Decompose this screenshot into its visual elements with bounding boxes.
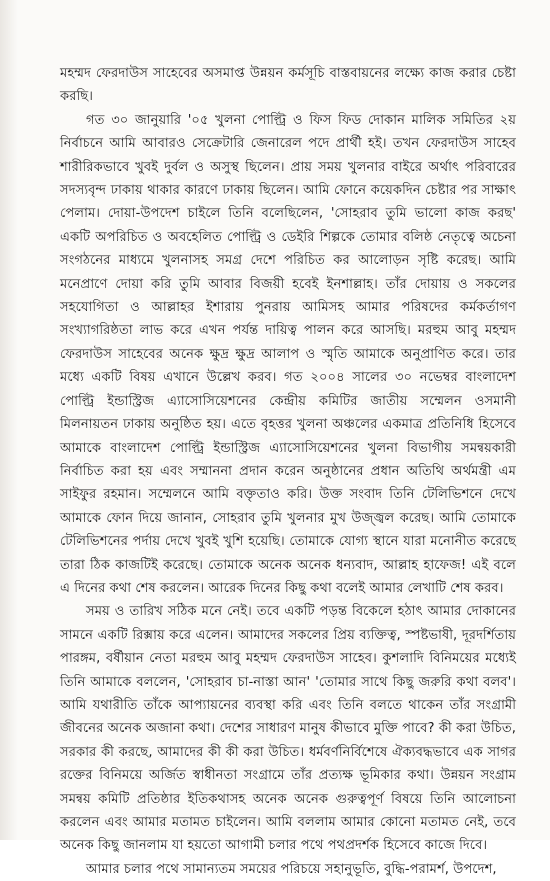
page-binding-shadow — [0, 0, 18, 840]
body-text — [60, 62, 516, 881]
paragraph-election-memory: গত ৩০ জানুয়ারি '০৫ খুলনা পোল্ট্রি ও ফিস ফিড দোকান মালিক সমিতির ২য় নির্বাচনে আমি আবারও সেক্রেটারি জেনারেল পদে প্রার্থী হই। তখন ফেরদাউস সাহেব শারীরিকভাবে খুবই দুর্বল ও অসুস্থ ছিলেন। প্রায় সময় খুলনার বাইরে অর্থাৎ পরিবারের সদস্যবৃন্দ ঢাকায় থাকার কারণে ঢাকায় ছিলেন। আমি ফোনে কয়েকদিন চেষ্টার পর সাক্ষাৎ পেলাম। দোয়া-উপদেশ চাইলে তিনি বলেছিলেন, 'সোহরাব তুমি ভালো কাজ করছ' একটি অপরিচিত ও অবহেলিত পোল্ট্রি ও ডেইরি শিল্পকে তোমার বলিষ্ঠ নেতৃত্বে অচেনা সংগঠনের মাধ্যমে খুলনাসহ সমগ্র দেশে পরিচিত কর আলোড়ন সৃষ্টি করেছ। আমি মনেপ্রাণে দোয়া করি তুমি আবার বিজয়ী হবেই ইনশাল্লাহ। তাঁর দোয়ায় ও সকলের সহযোগিতা ও আল্লাহর ইশারায় পুনরায় আমিসহ আমার পরিষদের কর্মকর্তাগণ সংখ্যাগরিষ্ঠতা লাভ করে এখন পর্যন্ত দায়িত্ব পালন করে আসছি। মরহুম আবু মহম্মদ ফেরদাউস সাহেবের অনেক ক্ষুদ্র ক্ষুদ্র আলাপ ও স্মৃতি আমাকে অনুপ্রাণিত করে। তার মধ্যে একটি বিষয় এখানে উল্লেখ করব। গত ২০০৪ সালের ৩০ নভেম্বর বাংলাদেশ পোল্ট্রি ইন্ডাস্ট্রিজ এ্যাসোসিয়েশনের কেন্দ্রীয় কমিটির জাতীয় সম্মেলন ওসমানী মিলনায়তন ঢাকায় অনুষ্ঠিত হয়। এতে বৃহত্তর খুলনা অঞ্চলের একমাত্র প্রতিনিধি হিসেবে আমাকে বাংলাদেশ পোল্ট্রি ইন্ডাস্ট্রিজ এ্যাসোসিয়েশনের খুলনা বিভাগীয় সমন্বয়কারী নির্বাচিত করা হয় এবং সম্মাননা প্রদান করেন অনুষ্ঠানের প্রধান অতিথি অর্থমন্ত্রী এম সাইফুর রহমান। সম্মেলনে আমি বক্তৃতাও করি। উক্ত সংবাদ তিনি টেলিভিশনে দেখে আমাকে ফোন দিয়ে জানান, সোহরাব তুমি খুলনার মুখ উজ্জ্বল করেছ। আমি তোমাকে টেলিভিশনের পর্দায় দেখে খুবই খুশি হয়েছি। তোমাকে যোগ্য স্থানে যারা মনোনীত করেছে তারা ঠিক কাজটিই করেছে। তোমাকে অনেক অনেক ধন্যবাদ, আল্লাহ হাফেজ! এই বলে এ দিনের কথা শেষ করলেন। আরেক দিনের কিছু কথা বলেই আমার লেখাটি শেষ করব। — [60, 112, 516, 596]
paragraph-continuation: মহম্মদ ফেরদাউস সাহেবের অসমাপ্ত উন্নয়ন কর্মসূচি বাস্তবায়নের লক্ষ্যে কাজ করার চেষ্টা করছি। — [60, 66, 516, 105]
paragraph-closing: আমার চলার পথে সামান্যতম সময়ের পরিচয়ে সহানুভূতি, বুদ্ধি-পরামর্শ, উপদেশ, — [86, 861, 497, 877]
paragraph-shop-visit: সময় ও তারিখ সঠিক মনে নেই। তবে একটি পড়ন্ত বিকেলে হঠাৎ আমার দোকানের সামনে একটি রিক্সায় করে এলেন। আমাদের সকলের প্রিয় ব্যক্তিত্ব, স্পষ্টভাষী, দূরদর্শিতায় পারঙ্গম, বর্ষীয়ান নেতা মরহুম আবু মহম্মদ ফেরদাউস সাহেব। কুশলাদি বিনিময়ের মধ্যেই তিনি আমাকে বললেন, 'সোহরাব চা-নাস্তা আন' 'তোমার সাথে কিছু জরুরি কথা বলব'। আমি যথারীতি তাঁকে আপ্যায়নের ব্যবস্থা করি এবং তিনি বলতে থাকেন তাঁর সংগ্রামী জীবনের অনেক অজানা কথা। দেশের সাধারণ মানুষ কীভাবে মুক্তি পাবে? কী করা উচিত, সরকার কী করছে, আমাদের কী কী করা উচিত। ধর্মবর্ণনির্বিশেষে ঐক্যবদ্ধভাবে এক সাগর রক্তের বিনিময়ে অর্জিত স্বাধীনতা সংগ্রামে তাঁর প্রত্যক্ষ ভূমিকার কথা। উন্নয়ন সংগ্রাম সমন্বয় কমিটি প্রতিষ্ঠার ইতিকথাসহ অনেক অনেক গুরুত্বপূর্ণ বিষয়ে তিনি আলোচনা করলেন এবং আমার মতামত চাইলেন। আমি বললাম আমার কোনো মতামত নেই, তবে অনেক কিছু জানলাম যা হয়তো আগামী চলার পথে পথপ্রদর্শক হিসেবে কাজে দিবে। — [60, 604, 516, 854]
